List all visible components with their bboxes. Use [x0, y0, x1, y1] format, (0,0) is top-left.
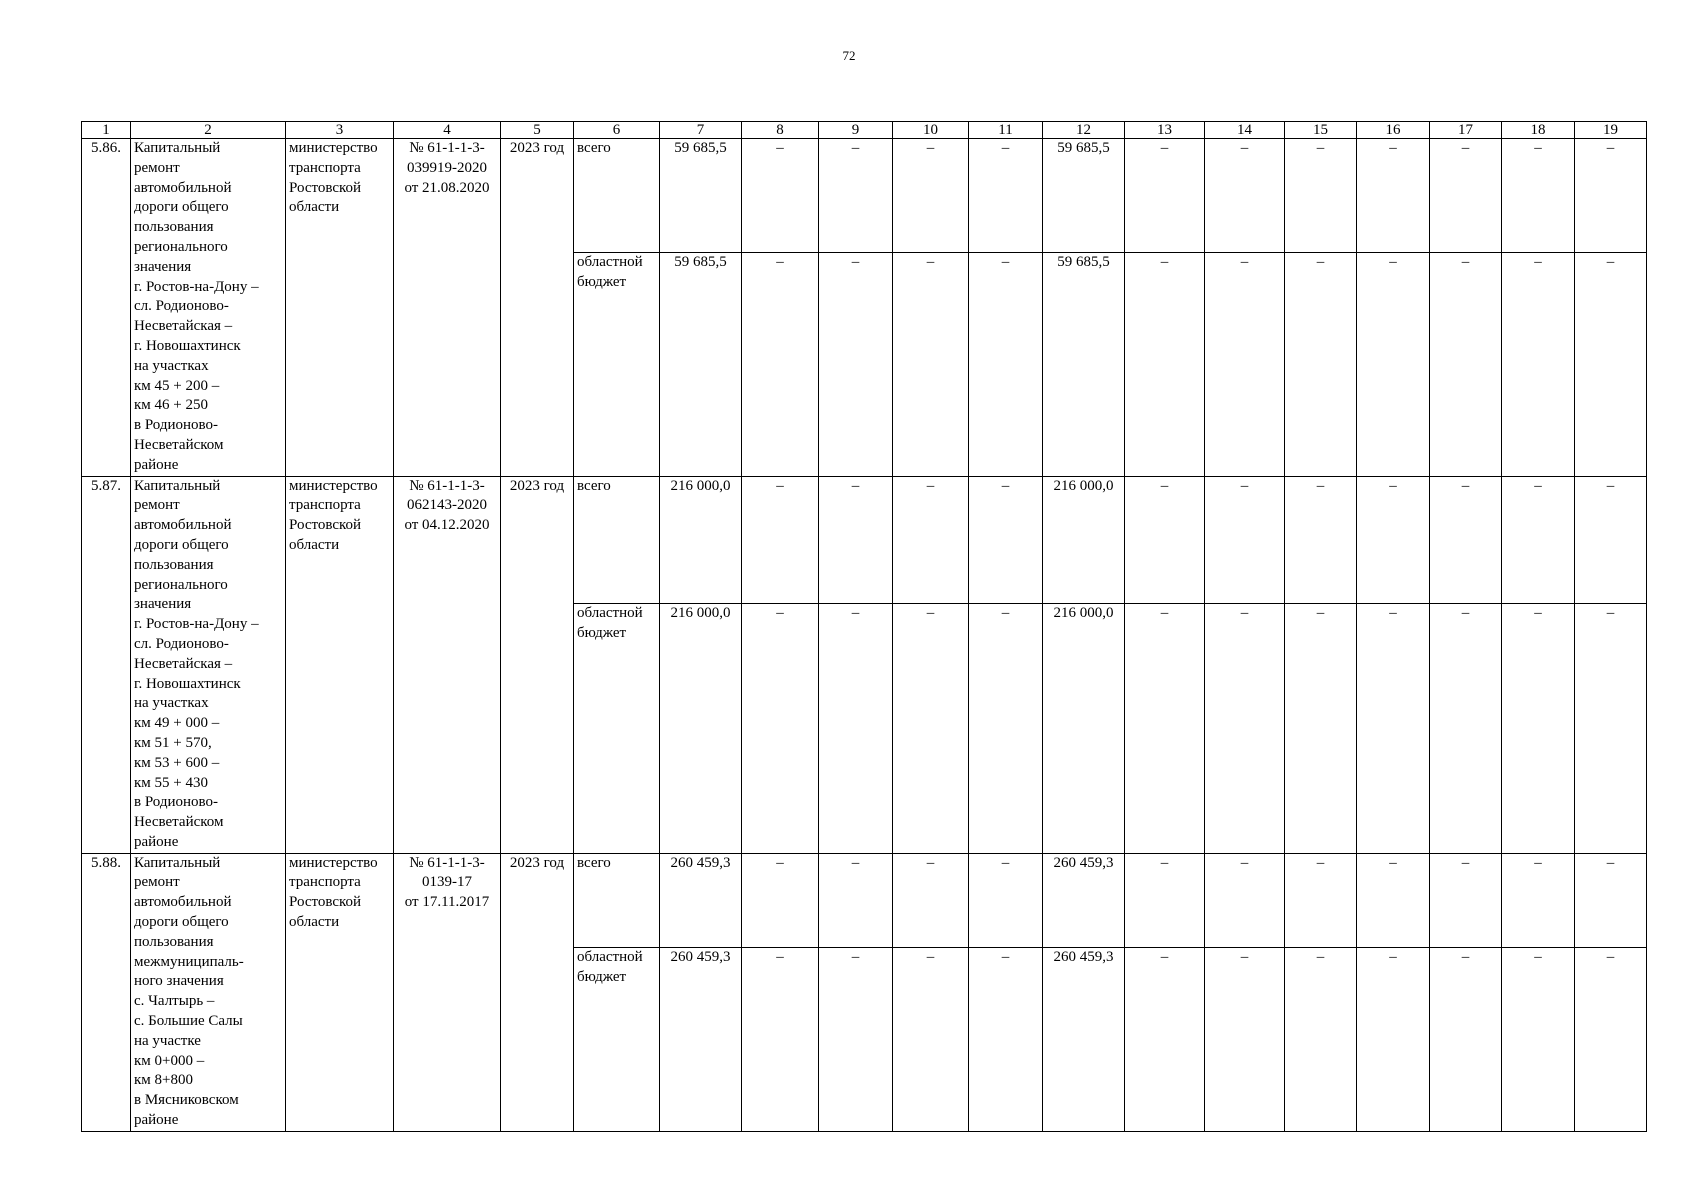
dash-cell: – — [1205, 947, 1285, 1131]
object-name: Капитальный ремонт автомобильной дороги общего пользования регионального значения г. Ростов-на-Дону – сл. Родионово- Несветайская – г. Новошахтинск на участках км 49 + 000 – км 51 + 570, км 53 + 600 – км 55 + 430 в Родионово- Несветайском районе — [131, 476, 286, 853]
document-ref: № 61-1-1-3- 039919-2020 от 21.08.2020 — [394, 139, 501, 477]
column-number: 7 — [660, 122, 742, 139]
dash-cell: – — [893, 947, 969, 1131]
column-number: 18 — [1502, 122, 1575, 139]
column-number: 17 — [1430, 122, 1502, 139]
dash-cell: – — [1285, 476, 1357, 604]
dash-cell: – — [1502, 139, 1575, 253]
table-row-total — [82, 476, 1647, 604]
year: 2023 год — [501, 476, 574, 853]
column-number: 5 — [501, 122, 574, 139]
dash-cell: – — [742, 604, 819, 853]
table-row-total — [82, 139, 1647, 253]
dash-cell: – — [1430, 947, 1502, 1131]
value-col12: 59 685,5 — [1043, 139, 1125, 253]
dash-cell: – — [893, 476, 969, 604]
dash-cell: – — [1502, 476, 1575, 604]
column-number: 14 — [1205, 122, 1285, 139]
dash-cell: – — [1285, 853, 1357, 947]
dash-cell: – — [1430, 604, 1502, 853]
dash-cell: – — [1430, 853, 1502, 947]
value-col7: 59 685,5 — [660, 253, 742, 476]
column-number: 16 — [1357, 122, 1430, 139]
dash-cell: – — [1205, 139, 1285, 253]
dash-cell: – — [1357, 604, 1430, 853]
page-number: 72 — [842, 48, 856, 63]
column-number: 19 — [1575, 122, 1647, 139]
dash-cell: – — [1430, 253, 1502, 476]
column-number: 13 — [1125, 122, 1205, 139]
column-number: 9 — [819, 122, 893, 139]
dash-cell: – — [893, 139, 969, 253]
column-number: 3 — [286, 122, 394, 139]
object-name: Капитальный ремонт автомобильной дороги общего пользования межмуниципаль- ного значения с. Чалтырь – с. Большие Салы на участке км 0+000 – км 8+800 в Мясниковском районе — [131, 853, 286, 1131]
dash-cell: – — [1285, 604, 1357, 853]
dash-cell: – — [819, 476, 893, 604]
dash-cell: – — [969, 853, 1043, 947]
year: 2023 год — [501, 139, 574, 477]
dash-cell: – — [1205, 476, 1285, 604]
value-col7: 216 000,0 — [660, 604, 742, 853]
column-number: 6 — [574, 122, 660, 139]
dash-cell: – — [1357, 853, 1430, 947]
responsible-org: министерство транспорта Ростовской области — [286, 853, 394, 1131]
dash-cell: – — [1125, 604, 1205, 853]
item-number: 5.87. — [82, 476, 131, 853]
dash-cell: – — [742, 853, 819, 947]
value-col12: 216 000,0 — [1043, 604, 1125, 853]
dash-cell: – — [1205, 853, 1285, 947]
dash-cell: – — [1575, 947, 1647, 1131]
column-number: 4 — [394, 122, 501, 139]
dash-cell: – — [1125, 853, 1205, 947]
dash-cell: – — [1285, 253, 1357, 476]
year: 2023 год — [501, 853, 574, 1131]
value-col12: 260 459,3 — [1043, 947, 1125, 1131]
value-col12: 59 685,5 — [1043, 253, 1125, 476]
value-col7: 216 000,0 — [660, 476, 742, 604]
dash-cell: – — [1430, 139, 1502, 253]
value-col7: 59 685,5 — [660, 139, 742, 253]
dash-cell: – — [1575, 139, 1647, 253]
dash-cell: – — [1357, 947, 1430, 1131]
value-col7: 260 459,3 — [660, 947, 742, 1131]
item-number: 5.86. — [82, 139, 131, 477]
dash-cell: – — [1125, 139, 1205, 253]
dash-cell: – — [1575, 476, 1647, 604]
dash-cell: – — [819, 947, 893, 1131]
item-number: 5.88. — [82, 853, 131, 1131]
dash-cell: – — [1502, 604, 1575, 853]
dash-cell: – — [1285, 139, 1357, 253]
column-number: 1 — [82, 122, 131, 139]
source-label: всего — [574, 139, 660, 253]
dash-cell: – — [1502, 853, 1575, 947]
column-number: 11 — [969, 122, 1043, 139]
dash-cell: – — [969, 253, 1043, 476]
column-number-row — [82, 122, 1647, 139]
dash-cell: – — [1205, 604, 1285, 853]
dash-cell: – — [742, 947, 819, 1131]
table-row-total — [82, 853, 1647, 947]
dash-cell: – — [1125, 476, 1205, 604]
dash-cell: – — [819, 253, 893, 476]
dash-cell: – — [742, 253, 819, 476]
dash-cell: – — [819, 139, 893, 253]
dash-cell: – — [893, 604, 969, 853]
column-number: 10 — [893, 122, 969, 139]
dash-cell: – — [1357, 253, 1430, 476]
source-label: областной бюджет — [574, 947, 660, 1131]
column-number: 2 — [131, 122, 286, 139]
dash-cell: – — [1285, 947, 1357, 1131]
source-label: областной бюджет — [574, 604, 660, 853]
responsible-org: министерство транспорта Ростовской области — [286, 476, 394, 853]
source-label: областной бюджет — [574, 253, 660, 476]
dash-cell: – — [969, 604, 1043, 853]
value-col12: 260 459,3 — [1043, 853, 1125, 947]
column-number: 8 — [742, 122, 819, 139]
budget-table — [81, 121, 1647, 1132]
dash-cell: – — [819, 604, 893, 853]
dash-cell: – — [893, 853, 969, 947]
value-col12: 216 000,0 — [1043, 476, 1125, 604]
document-ref: № 61-1-1-3- 0139-17 от 17.11.2017 — [394, 853, 501, 1131]
dash-cell: – — [742, 476, 819, 604]
source-label: всего — [574, 853, 660, 947]
dash-cell: – — [1205, 253, 1285, 476]
dash-cell: – — [1357, 139, 1430, 253]
column-number: 12 — [1043, 122, 1125, 139]
dash-cell: – — [742, 139, 819, 253]
object-name: Капитальный ремонт автомобильной дороги общего пользования регионального значения г. Ростов-на-Дону – сл. Родионово- Несветайская – г. Новошахтинск на участках км 45 + 200 – км 46 + 250 в Родионово- Несветайском районе — [131, 139, 286, 477]
dash-cell: – — [969, 947, 1043, 1131]
responsible-org: министерство транспорта Ростовской области — [286, 139, 394, 477]
dash-cell: – — [1125, 253, 1205, 476]
dash-cell: – — [969, 476, 1043, 604]
document-ref: № 61-1-1-3- 062143-2020 от 04.12.2020 — [394, 476, 501, 853]
dash-cell: – — [1125, 947, 1205, 1131]
dash-cell: – — [893, 253, 969, 476]
dash-cell: – — [1357, 476, 1430, 604]
dash-cell: – — [1502, 253, 1575, 476]
column-number: 15 — [1285, 122, 1357, 139]
dash-cell: – — [1502, 947, 1575, 1131]
dash-cell: – — [1575, 604, 1647, 853]
dash-cell: – — [1575, 253, 1647, 476]
dash-cell: – — [1575, 853, 1647, 947]
dash-cell: – — [969, 139, 1043, 253]
value-col7: 260 459,3 — [660, 853, 742, 947]
dash-cell: – — [819, 853, 893, 947]
dash-cell: – — [1430, 476, 1502, 604]
source-label: всего — [574, 476, 660, 604]
